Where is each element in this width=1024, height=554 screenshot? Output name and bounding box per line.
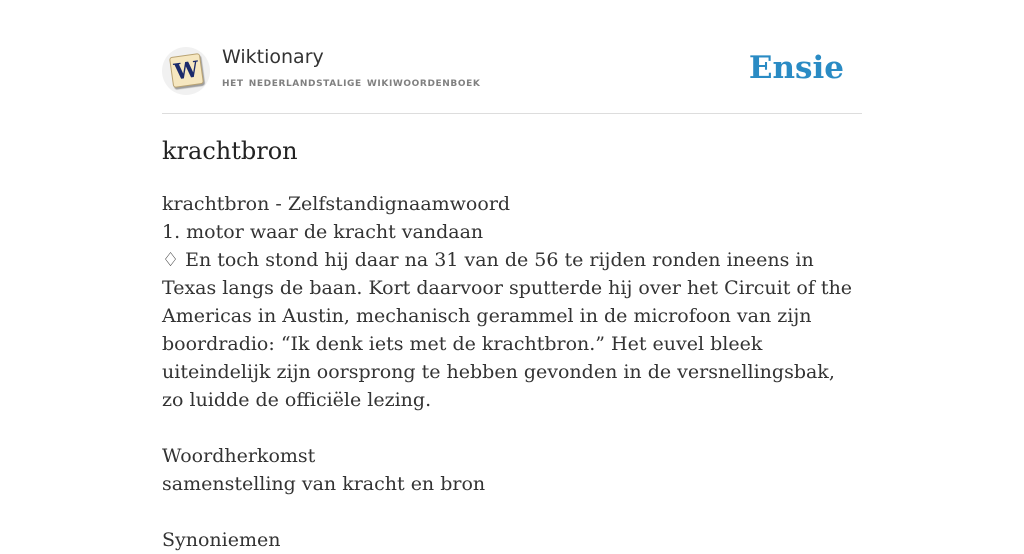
wiktionary-logo-icon: W xyxy=(169,53,204,88)
ensie-logo[interactable]: Ensie xyxy=(748,50,844,86)
spacer xyxy=(162,498,862,526)
etymology-text: samenstelling van kracht en bron xyxy=(162,473,486,495)
example-sentence: ♢ En toch stond hij daar na 31 van de 56 te rijden ronden ineens in Texas langs de baan. Kort daarvoor sputterde hij over het Circuit of the Americas in Austin, mechanisch gerammel in de microfoon van zijn boordradio: “Ik denk iets met de krachtbron.” Het euvel bleek uiteindelijk zijn oorsprong te hebben gevonden in de versnellingsbak, zo luidde de officiële lezing. xyxy=(162,249,853,411)
part-of-speech-line: krachtbron - Zelfstandignaamwoord xyxy=(162,193,511,215)
spacer xyxy=(162,414,862,442)
wiktionary-logo[interactable] xyxy=(162,47,210,95)
entry-body xyxy=(162,190,862,554)
site-header xyxy=(162,0,862,114)
site-tagline: het nederlandstalige wikiwoordenboek xyxy=(222,75,481,90)
page-container xyxy=(162,0,862,551)
definition-line: 1. motor waar de kracht vandaan xyxy=(162,221,484,243)
etymology-heading: Woordherkomst xyxy=(162,445,316,467)
page-title: krachtbron xyxy=(162,137,298,165)
site-name[interactable]: Wiktionary xyxy=(222,46,324,68)
synonyms-heading: Synoniemen xyxy=(162,529,281,551)
